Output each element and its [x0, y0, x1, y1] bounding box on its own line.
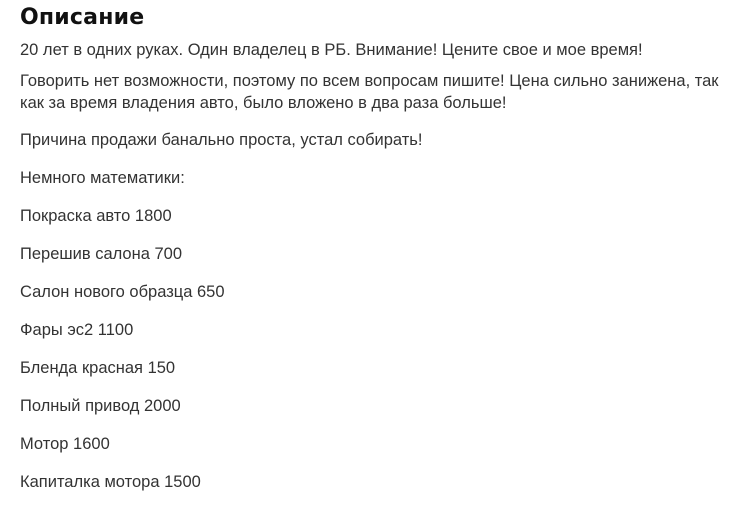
cost-item: Фары эс2 1100 [20, 321, 134, 339]
cost-item: Бленда красная 150 [20, 359, 176, 377]
description-paragraph-contact: Говорить нет возможности, поэтому по всем вопросам пишите! Цена сильно занижена, так как за время владения авто, было вложено в два раза больше! [20, 72, 719, 112]
description-paragraph-ownership: 20 лет в одних руках. Один владелец в РБ. Внимание! Цените свое и мое время! [20, 41, 643, 59]
description-title: Описание [20, 5, 145, 30]
cost-item: Перешив салона 700 [20, 245, 183, 263]
description-section [20, 0, 720, 493]
cost-item: Покраска авто 1800 [20, 207, 172, 225]
cost-item: Салон нового образца 650 [20, 283, 225, 301]
cost-item: Капиталка мотора 1500 [20, 473, 201, 491]
cost-item: Мотор 1600 [20, 435, 110, 453]
cost-item: Полный привод 2000 [20, 397, 181, 415]
description-paragraph-reason: Причина продажи банально проста, устал собирать! [20, 131, 423, 149]
description-paragraph-math: Немного математики: [20, 169, 185, 187]
